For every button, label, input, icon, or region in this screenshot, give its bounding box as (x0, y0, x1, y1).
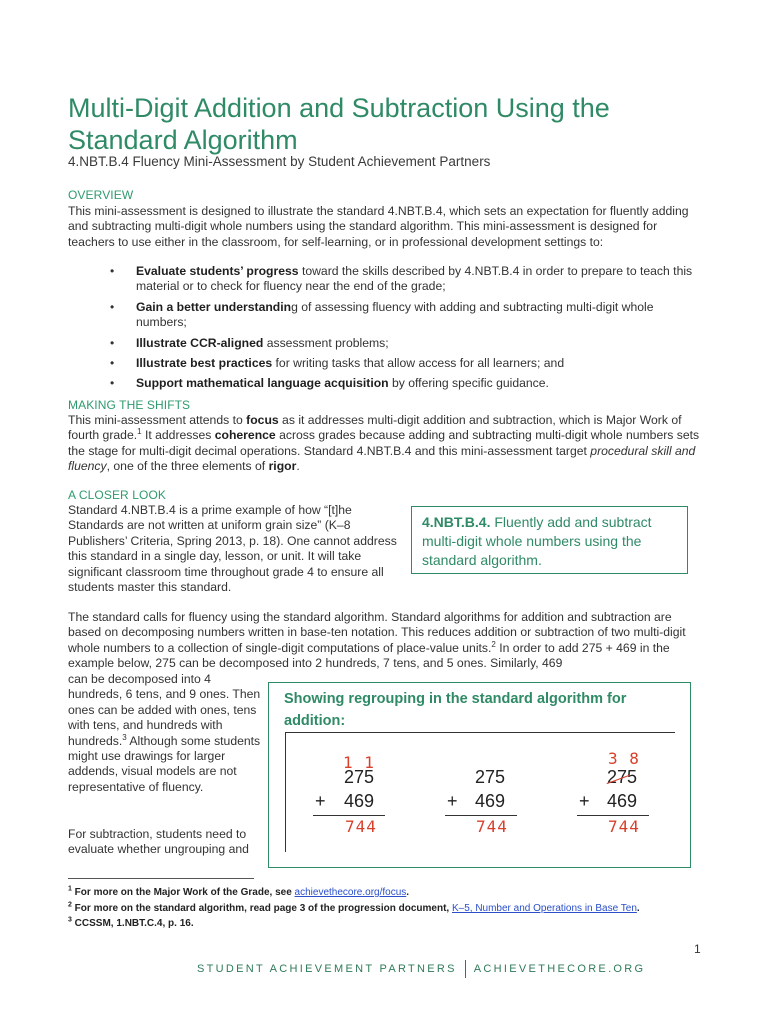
page-number: 1 (694, 942, 701, 956)
shifts-heading: MAKING THE SHIFTS (68, 398, 191, 412)
shifts-paragraph: This mini-assessment attends to focus as it addresses multi-digit addition and subtraction, which is Major Work of fourth grade.$^1$ It addresses coherence across grades because adding and subtracting multi-digit whole numbers sets the stage for multi-digit decimal operations. Standard 4.NBT.B.4 and this mini-assessment target procedural skill and fluency, one of the three elements of rigor. (68, 413, 700, 474)
footnote-link[interactable]: achievethecore.org/focus (294, 887, 407, 898)
top-addend: 275 (475, 767, 506, 787)
footnote-divider (68, 878, 254, 879)
plus-sign: + (315, 791, 326, 811)
list-item: • Illustrate best practices for writing tasks that allow access for all learners; and (110, 356, 565, 371)
sum-line (445, 815, 517, 816)
footnote-link[interactable]: K–5, Number and Operations in Base Ten (451, 903, 637, 914)
sum-result: 744 (608, 817, 640, 836)
bullet-icon: • (110, 356, 115, 371)
regrouping-example-box (268, 682, 691, 868)
plus-sign: + (579, 791, 590, 811)
top-addend: 275 (344, 767, 375, 787)
bottom-addend: 469 (475, 791, 506, 811)
bottom-addend: 469 (607, 791, 638, 811)
footer-separator (465, 960, 466, 978)
footnote-1: $^1$ For more on the Major Work of the Grade, see achievethecore.org/focus. (68, 885, 410, 898)
list-item: • Illustrate CCR-aligned assessment problems; (110, 335, 389, 350)
closer-look-paragraph: Standard 4.NBT.B.4 is a prime example of how “[t]he Standards are not written at uniform grain size” (K–8 Publishers’ Criteria, Spring 2013, p. 18). One cannot address this standard in a single day, lesson, or unit. It will take significant classroom time throughout grade 4 to ensure all students master this standard. (68, 503, 397, 595)
footer-website: ACHIEVETHECORE.ORG (473, 962, 646, 975)
overview-bullet-list (110, 264, 706, 397)
sum-line (577, 815, 649, 816)
page-title: Multi-Digit Addition and Subtraction Using the Standard Algorithm (68, 93, 610, 155)
sum-line (313, 815, 385, 816)
overview-heading: OVERVIEW (68, 188, 134, 202)
list-item: • Gain a better understanding of assessing fluency with adding and subtracting multi-digit whole numbers; (110, 299, 654, 330)
addition-example-1 (309, 683, 419, 869)
sum-result: 744 (345, 817, 377, 836)
sum-result: 744 (476, 817, 508, 836)
algorithm-paragraph: The standard calls for fluency using the standard algorithm. Standard algorithms for addition and subtraction are based on decomposing numbers written in base-ten notation. This reduces addition or subtraction of two multi-digit whole numbers to a collection of single-digit computations of place-value units.$^2$ In order to add 275 + 469 in the example below, 275 can be decomposed into 2 hundreds, 7 tens, and 5 ones. Similarly, 469 (68, 610, 686, 671)
top-addend: 275 (607, 767, 638, 787)
page-subtitle: 4.NBT.B.4 Fluency Mini-Assessment by Student Achievement Partners (68, 154, 491, 169)
list-item: • Support mathematical language acquisition by offering specific guidance. (110, 376, 549, 391)
footnote-3: $^3$ CCSSM, 1.NBT.C.4, p. 16. (68, 916, 194, 929)
standard-text: Fluently add and subtract multi-digit whole numbers using the standard algorithm. (422, 514, 652, 568)
standard-callout-box (411, 506, 688, 574)
bullet-icon: • (110, 376, 115, 391)
subtraction-paragraph: For subtraction, students need to evaluate whether ungrouping and (68, 827, 249, 857)
bullet-icon: • (110, 299, 115, 314)
decomposition-paragraph: can be decomposed into 4 hundreds, 6 tens, and 9 ones. Then ones can be added with ones, tens with tens, and hundreds with hundreds.$^3$ Although some students might use drawings for larger addends, visual models are not representative of fluency. (68, 672, 261, 794)
closer-look-heading: A CLOSER LOOK (68, 488, 167, 502)
example-left-border (285, 732, 286, 852)
regrouping-example-title: Showing regrouping in the standard algorithm for addition: (284, 691, 627, 729)
carry-digits: 3 8 (608, 749, 640, 768)
standard-code: 4.NBT.B.4. (422, 514, 491, 530)
bullet-icon: • (110, 335, 115, 350)
carry-digits: 1 1 (343, 753, 375, 772)
addition-example-3 (575, 683, 685, 869)
addition-example-2 (443, 683, 553, 869)
overview-paragraph: This mini-assessment is designed to illustrate the standard 4.NBT.B.4, which sets an expectation for fluently adding and subtracting multi-digit whole numbers using the standard algorithm. This mini-assessment is designed for teachers to use either in the classroom, for self-learning, or in professional development settings to: (68, 204, 689, 249)
list-item: • Evaluate students’ progress toward the skills described by 4.NBT.B.4 in order to prepare to teach this material or to check for fluency near the end of the grade; (110, 264, 693, 294)
bottom-addend: 469 (344, 791, 375, 811)
footer-organization: STUDENT ACHIEVEMENT PARTNERS (197, 962, 457, 975)
page-footer (197, 960, 645, 978)
footnote-2: $^2$ For more on the standard algorithm, read page 3 of the progression document, K–5, Number and Operations in Base Ten. (68, 901, 640, 914)
plus-sign: + (447, 791, 458, 811)
bullet-icon: • (110, 264, 115, 278)
